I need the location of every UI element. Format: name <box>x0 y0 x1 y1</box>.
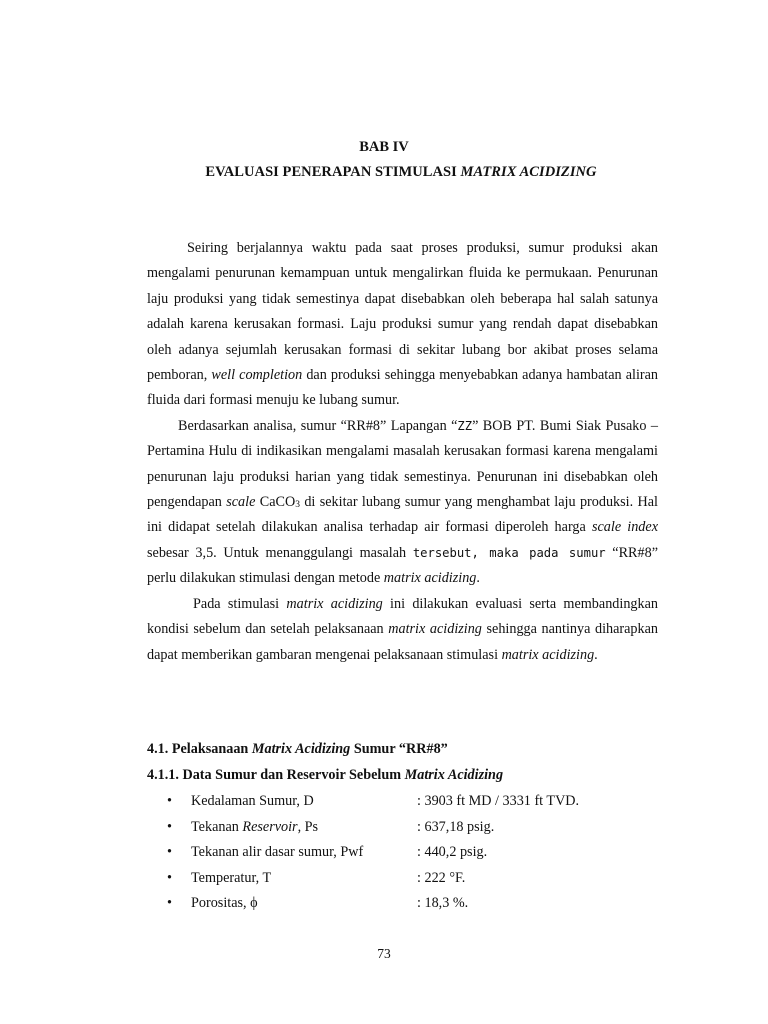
well-data-list <box>164 792 684 920</box>
list-item-label <box>191 894 258 912</box>
label-text: Tekanan <box>191 818 243 835</box>
p2-text-c: CaCO <box>255 494 296 511</box>
label-text: Porositas, ϕ <box>191 895 258 912</box>
p2-text-b: ” BOB PT. Bumi Siak Pusako – Pertamina Hulu di indikasikan mengalami masalah kerusakan formasi karena mengalami penurunan laju produksi harian yang tidak semestinya. Penurunan ini disebabkan oleh pengendapan <box>147 417 659 511</box>
paragraph-3 <box>147 592 658 668</box>
p3-text-d: . <box>594 646 598 663</box>
p2-subscript: 3 <box>295 500 300 511</box>
p3-italic-1: matrix acidizing <box>286 595 383 612</box>
p1-text-b: dan produksi sehingga menyebabkan adanya hambatan aliran fluida dari formasi menuju ke lubang sumur. <box>147 367 659 409</box>
p2-text-f: “RR#8” perlu dilakukan stimulasi dengan metode <box>147 544 659 587</box>
label-text: Kedalaman Sumur, D <box>191 793 314 809</box>
p1-text-a: Seiring berjalannya waktu pada saat proses produksi, sumur produksi akan mengalami penurunan kemampuan untuk mengalirkan fluida ke permukaan. Penurunan laju produksi yang tidak semestinya dapat disebabkan oleh beberapa hal salah satunya adalah karena kerusakan formasi. Laju produksi sumur yang rendah dapat disebabkan oleh adanya sejumlah kerusakan formasi di sekitar lubang bor akibat proses selama pemboran, <box>147 240 658 384</box>
p1-italic: well completion <box>211 367 303 384</box>
p3-italic-2: matrix acidizing <box>388 621 482 638</box>
chapter-title-text: EVALUASI PENERAPAN STIMULASI <box>205 164 461 180</box>
bullet-icon: • <box>167 818 172 835</box>
p2-text-e: sebesar 3,5. Untuk menanggulangi masalah <box>147 544 413 561</box>
list-item-label <box>191 843 363 861</box>
label-text: Tekanan alir dasar sumur, Pwf <box>191 844 364 861</box>
list-item-label <box>191 818 318 836</box>
list-item <box>164 818 684 844</box>
label-text: Temperatur, T <box>191 869 272 886</box>
p3-text-a: Pada stimulasi <box>193 595 287 612</box>
list-item <box>164 843 684 869</box>
h1-text-b: Sumur “RR#8” <box>350 741 448 757</box>
bullet-icon: • <box>167 895 172 912</box>
p3-italic-3: matrix acidizing <box>501 646 595 663</box>
chapter-title <box>0 163 768 181</box>
chapter-label: BAB IV <box>359 139 409 155</box>
list-item <box>164 894 684 920</box>
p2-italic-3: matrix acidizing <box>383 570 477 587</box>
list-item-value: : 3903 ft MD / 3331 ft TVD. <box>417 793 580 809</box>
p2-text-a: Berdasarkan analisa, sumur “RR#8” Lapangan “ <box>178 417 458 434</box>
p3-text-c: sehingga nantinya diharapkan dapat memberikan gambaran mengenai pelaksanaan stimulasi <box>147 621 659 663</box>
bullet-icon: • <box>167 869 172 886</box>
paragraph-2 <box>147 414 658 592</box>
list-item-label <box>191 792 314 810</box>
chapter-title-italic: MATRIX ACIDIZING <box>460 164 597 180</box>
h2-text-a: 4.1.1. Data Sumur dan Reservoir Sebelum <box>147 767 405 783</box>
h2-italic: Matrix Acidizing <box>404 767 504 783</box>
p2-field-name: ZZ <box>457 418 473 433</box>
label-italic: Reservoir <box>242 818 298 835</box>
list-item-value: : 222 °F. <box>417 869 466 886</box>
bullet-icon: • <box>167 844 172 861</box>
p2-text-g: . <box>476 570 480 587</box>
list-item <box>164 869 684 895</box>
page-number: 73 <box>377 946 391 961</box>
list-item-value: : 637,18 psig. <box>417 818 495 835</box>
h1-italic: Matrix Acidizing <box>251 741 351 757</box>
p3-text-b: ini dilakukan evaluasi serta membandingkan kondisi sebelum dan setelah pelaksanaan <box>147 595 658 638</box>
h1-text-a: 4.1. Pelaksanaan <box>147 741 252 757</box>
section-heading-4-1 <box>147 740 667 758</box>
list-item-value: : 18,3 %. <box>417 895 469 912</box>
label-text-b: , Ps <box>297 818 319 835</box>
paragraph-1 <box>147 236 658 414</box>
body-text <box>147 236 658 668</box>
list-item-label <box>191 869 271 887</box>
p2-mono-run: tersebut, maka pada sumur <box>412 545 606 560</box>
section-heading-4-1-1 <box>147 766 667 784</box>
list-item-value: : 440,2 psig. <box>417 844 488 861</box>
bullet-icon: • <box>167 793 172 809</box>
p2-italic-1: scale <box>226 494 256 511</box>
p2-italic-2: scale index <box>591 519 658 536</box>
list-item <box>164 792 684 818</box>
p2-text-d: di sekitar lubang sumur yang menghambat laju produksi. Hal ini didapat setelah dilakukan analisa terhadap air formasi diperoleh harga <box>147 494 658 536</box>
